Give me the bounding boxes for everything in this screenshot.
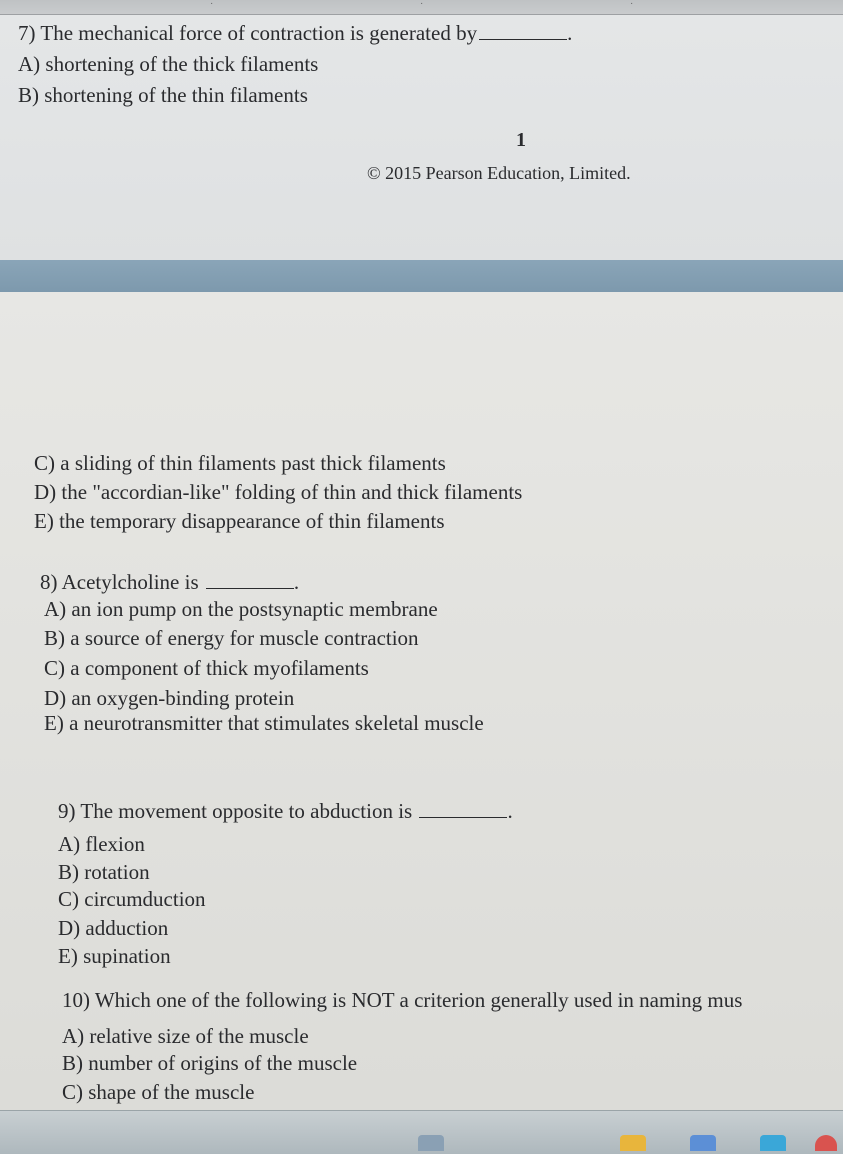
question-9 xyxy=(58,799,513,823)
q7-option-d: D) the "accordian-like" folding of thin and thick filaments xyxy=(34,480,523,504)
q9-option-d: D) adduction xyxy=(58,916,169,940)
q8-option-d: D) an oxygen-binding protein xyxy=(44,686,295,710)
q7-option-a: A) shortening of the thick filaments xyxy=(18,52,319,76)
app-icon[interactable] xyxy=(760,1135,786,1151)
q10-option-b: B) number of origins of the muscle xyxy=(62,1051,358,1075)
q7-option-e: E) the temporary disappearance of thin filaments xyxy=(34,509,445,533)
q8-option-c: C) a component of thick myofilaments xyxy=(44,656,369,680)
answer-blank xyxy=(419,803,507,818)
page-number: 1 xyxy=(516,129,526,151)
answer-blank xyxy=(206,574,294,589)
q9-option-c: C) circumduction xyxy=(58,887,206,911)
ruler-mark: · xyxy=(420,0,424,9)
question-10: 10) Which one of the following is NOT a criterion generally used in naming mus xyxy=(62,988,743,1012)
browser-icon[interactable] xyxy=(815,1135,837,1151)
question-7-text: 7) The mechanical force of contraction is generated by xyxy=(18,21,478,45)
app-icon[interactable] xyxy=(418,1135,444,1151)
q8-option-b: B) a source of energy for muscle contraction xyxy=(44,626,419,650)
q9-option-e: E) supination xyxy=(58,944,171,968)
taskbar xyxy=(0,1110,843,1154)
q10-option-c: C) shape of the muscle xyxy=(62,1080,255,1104)
q10-option-a: A) relative size of the muscle xyxy=(62,1024,309,1048)
q9-option-a: A) flexion xyxy=(58,832,145,856)
ruler-mark: · xyxy=(210,0,214,9)
page-break-bar xyxy=(0,260,843,292)
app-icon[interactable] xyxy=(690,1135,716,1151)
question-9-text: 9) The movement opposite to abduction is xyxy=(58,799,413,823)
q8-option-e: E) a neurotransmitter that stimulates skeletal muscle xyxy=(44,711,484,735)
question-9-end: . xyxy=(507,799,513,823)
question-8-end: . xyxy=(293,570,300,594)
q9-option-b: B) rotation xyxy=(58,860,150,884)
question-8 xyxy=(40,570,299,594)
copyright-notice: © 2015 Pearson Education, Limited. xyxy=(367,163,631,183)
answer-blank xyxy=(479,25,567,40)
q7-option-c: C) a sliding of thin filaments past thick filaments xyxy=(34,451,446,475)
document-ruler xyxy=(0,0,843,15)
question-8-text: 8) Acetylcholine is xyxy=(40,570,199,594)
q8-option-a: A) an ion pump on the postsynaptic membrane xyxy=(44,597,438,621)
folder-icon[interactable] xyxy=(620,1135,646,1151)
q7-option-b: B) shortening of the thin filaments xyxy=(18,83,308,107)
question-7 xyxy=(18,21,572,45)
question-7-end: . xyxy=(567,21,573,45)
ruler-mark: · xyxy=(630,0,634,9)
